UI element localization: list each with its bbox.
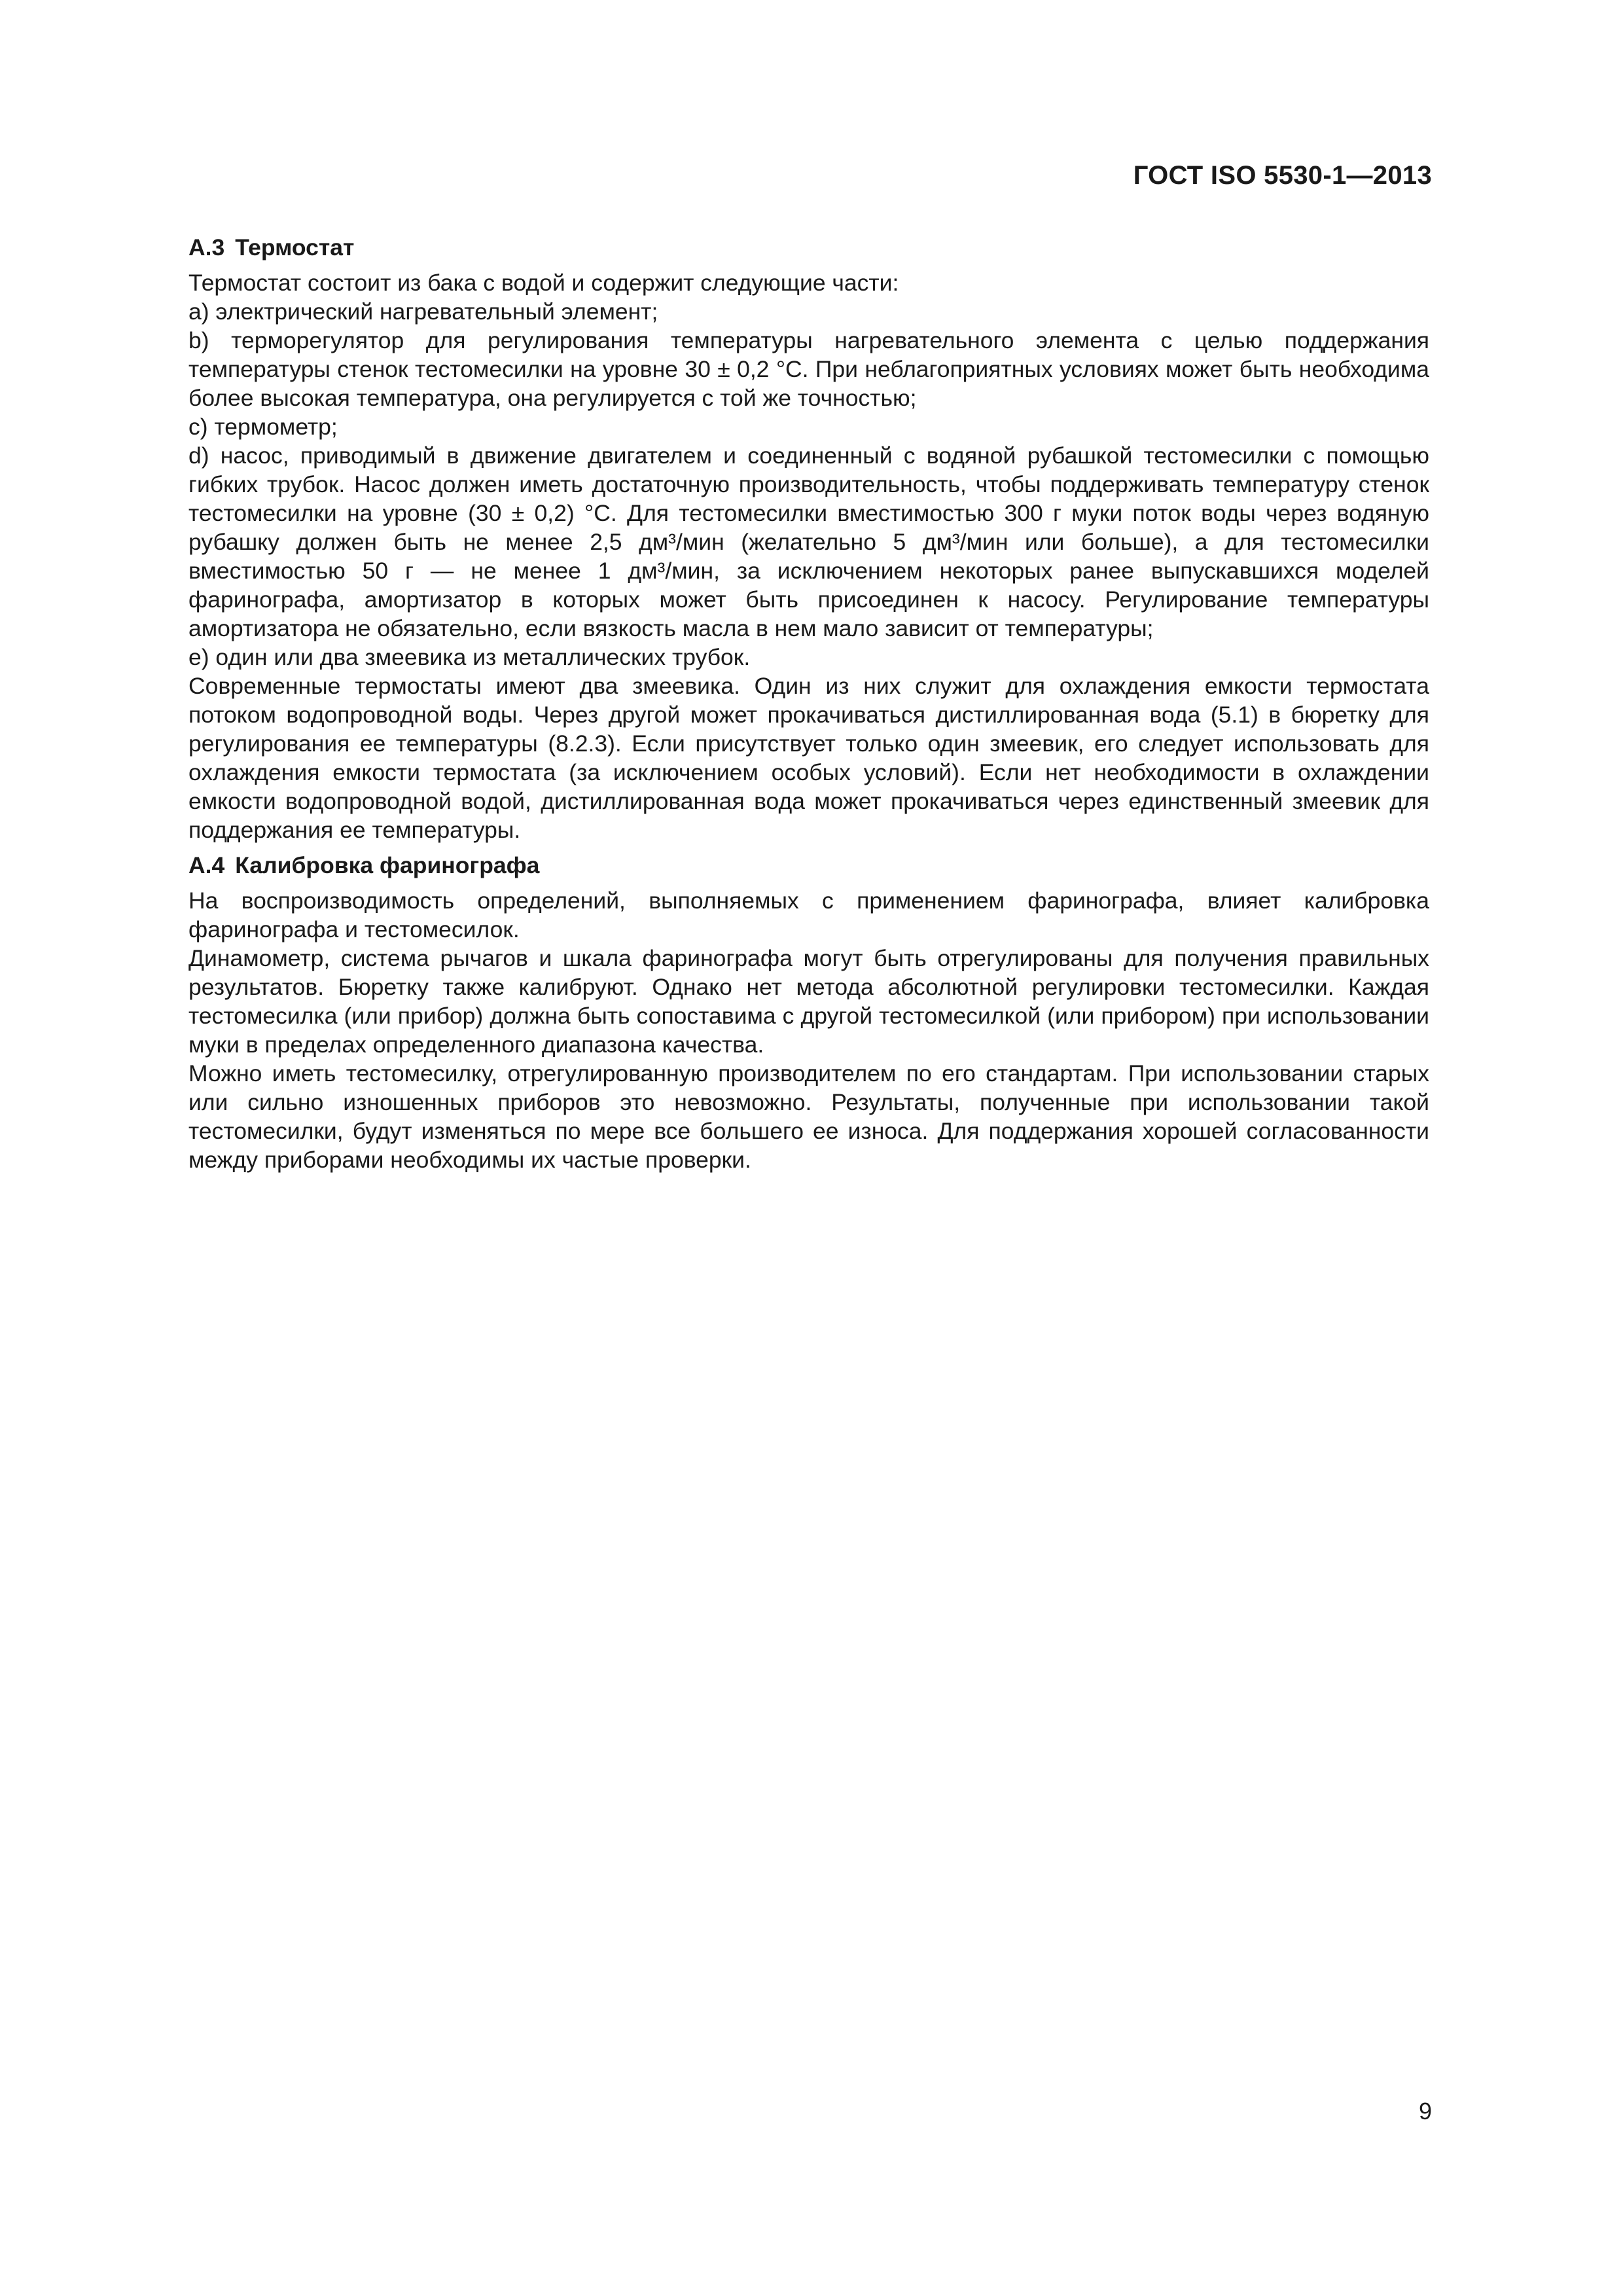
page-number: 9: [1418, 2098, 1432, 2125]
paragraph: Термостат состоит из бака с водой и содержит следующие части:: [188, 270, 899, 296]
paragraph: Современные термостаты имеют два змеевика. Один из них служит для охлаждения емкости термостата потоком водопроводной воды. Через другой может прокачиваться дистиллированная вода (5.1) в бюретку для регулирования ее температуры (8.2.3). Если присутствует только один змеевик, его следует использовать для охлаждения емкости термостата (за исключением особых условий). Если нет необходимости в охлаждении емкости водопроводной водой, дистиллированная вода может прокачиваться через единственный змеевик для поддержания ее температуры.: [188, 673, 1429, 843]
section-number: А.3: [188, 234, 225, 260]
paragraph: Динамометр, система рычагов и шкала фаринографа могут быть отрегулированы для получения правильных результатов. Бюретку также калибруют. Однако нет метода абсолютной регулировки тестомесилки. Каждая тестомесилка (или прибор) должна быть сопоставима с другой тестомесилкой (или прибором) при использовании муки в пределах определенного диапазона качества.: [188, 945, 1429, 1058]
page-content: [188, 233, 1429, 1174]
document-code-header: ГОСТ ISO 5530-1—2013: [1133, 161, 1432, 190]
list-item-a: a) электрический нагревательный элемент;: [188, 298, 658, 325]
list-item-e: e) один или два змеевика из металлических трубок.: [188, 644, 751, 670]
section-number: А.4: [188, 852, 225, 878]
paragraph: Можно иметь тестомесилку, отрегулированную производителем по его стандартам. При использовании старых или сильно изношенных приборов это невозможно. Результаты, полученные при использовании такой тестомесилки, будут изменяться по мере все большего ее износа. Для поддержания хорошей согласованности между приборами необходимы их частые проверки.: [188, 1060, 1429, 1173]
section-title: Термостат: [235, 234, 355, 260]
section-heading-a4: [188, 851, 1429, 880]
list-item-b: b) терморегулятор для регулирования температуры нагревательного элемента с целью поддержания температуры стенок тестомесилки на уровне 30 ± 0,2 °С. При неблагоприятных условиях может быть необходима более высокая температура, она регулируется с той же точностью;: [188, 327, 1429, 411]
section-title: Калибровка фаринографа: [235, 852, 540, 878]
list-item-c: c) термометр;: [188, 414, 338, 440]
paragraph: На воспроизводимость определений, выполняемых с применением фаринографа, влияет калибровка фаринографа и тестомесилок.: [188, 888, 1429, 942]
list-item-d: d) насос, приводимый в движение двигателем и соединенный с водяной рубашкой тестомесилки с помощью гибких трубок. Насос должен иметь достаточную производительность, чтобы поддерживать температуру стенок тестомесилки на уровне (30 ± 0,2) °С. Для тестомесилки вместимостью 300 г муки поток воды через водяную рубашку должен быть не менее 2,5 дм³/мин (желательно 5 дм³/мин или больше), а для тестомесилки вместимостью 50 г — не менее 1 дм³/мин, за исключением некоторых ранее выпускавшихся моделей фаринографа, амортизатор в которых может быть присоединен к насосу. Регулирование температуры амортизатора не обязательно, если вязкость масла в нем мало зависит от температуры;: [188, 442, 1429, 641]
section-heading-a3: [188, 233, 1429, 262]
